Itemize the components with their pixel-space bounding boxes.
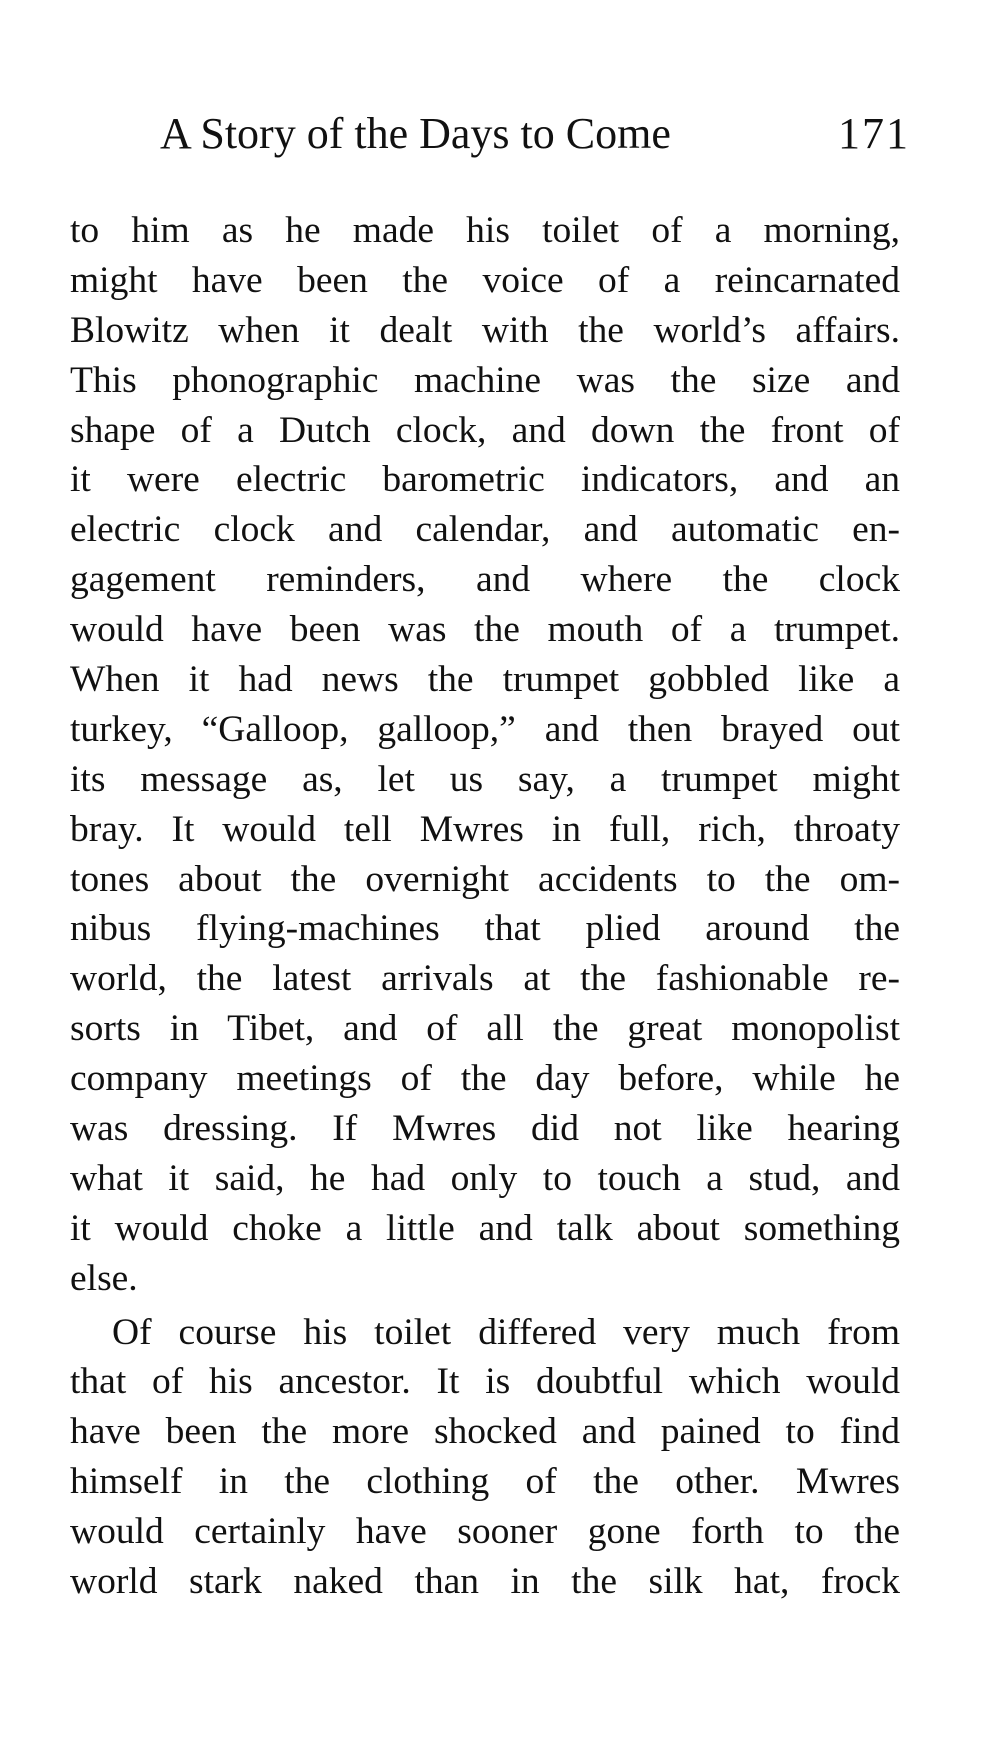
text-line: else. xyxy=(70,1257,138,1299)
text-line: might have been the voice of a reincarnated xyxy=(70,259,900,301)
text-line: it would choke a little and talk about something xyxy=(70,1207,900,1249)
page-number: 171 xyxy=(838,109,910,158)
text-line: This phonographic machine was the size and xyxy=(70,359,900,401)
text-line: it were electric barometric indicators, and an xyxy=(70,459,900,501)
text-line: bray. It would tell Mwres in full, rich, throaty xyxy=(70,808,900,850)
text-line: When it had news the trumpet gobbled like a xyxy=(70,659,900,701)
text-line: himself in the clothing of the other. Mwres xyxy=(70,1461,900,1503)
text-line: world stark naked than in the silk hat, frock xyxy=(70,1561,900,1603)
text-line: to him as he made his toilet of a morning, xyxy=(70,210,900,251)
text-line: what it said, he had only to touch a stud, and xyxy=(70,1157,900,1199)
text-line: would have been was the mouth of a trumpet. xyxy=(70,609,900,651)
running-title: A Story of the Days to Come xyxy=(160,109,671,158)
text-line: tones about the overnight accidents to the om- xyxy=(70,858,900,900)
text-line: shape of a Dutch clock, and down the front of xyxy=(70,409,900,451)
text-line: have been the more shocked and pained to find xyxy=(70,1411,900,1453)
running-header xyxy=(150,104,910,164)
text-line: electric clock and calendar, and automatic en- xyxy=(70,509,900,551)
text-line: would certainly have sooner gone forth to the xyxy=(70,1511,900,1553)
paragraph-1 xyxy=(70,206,900,1304)
text-line: turkey, “Galloop, galloop,” and then brayed out xyxy=(70,708,900,750)
text-line: world, the latest arrivals at the fashionable re- xyxy=(70,958,900,1000)
text-line: Of course his toilet differed very much from xyxy=(112,1311,900,1353)
text-line: gagement reminders, and where the clock xyxy=(70,559,900,601)
text-line: its message as, let us say, a trumpet might xyxy=(70,758,900,800)
text-line: was dressing. If Mwres did not like hearing xyxy=(70,1108,900,1150)
text-line: Blowitz when it dealt with the world’s affairs. xyxy=(70,309,900,351)
text-line: company meetings of the day before, while he xyxy=(70,1058,900,1100)
paragraph-2 xyxy=(70,1308,900,1607)
text-line: sorts in Tibet, and of all the great monopolist xyxy=(70,1008,900,1050)
body-text xyxy=(70,206,900,1607)
text-line: that of his ancestor. It is doubtful which would xyxy=(70,1361,900,1403)
text-line: nibus flying-machines that plied around the xyxy=(70,908,900,950)
